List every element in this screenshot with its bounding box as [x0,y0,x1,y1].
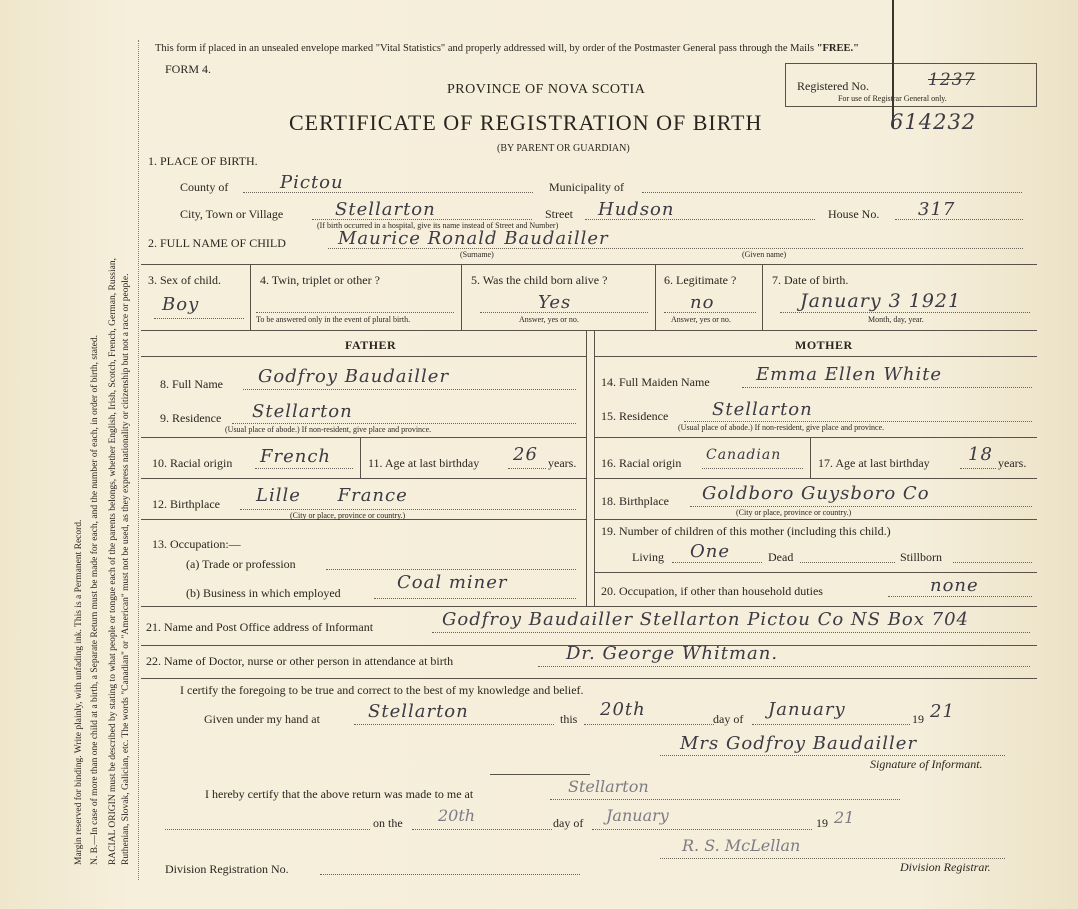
twin-label: 4. Twin, triplet or other ? [260,273,380,287]
hospital-note: (If birth occurred in a hospital, give its name instead of Street and Number) [317,221,559,230]
father-name-label: 8. Full Name [160,377,223,391]
business-value: Coal miner [397,572,508,593]
father-birthplace-value: Lille France [256,485,408,506]
mother-birthplace-value: Goldboro Guysboro Co [702,483,930,504]
stillborn-label: Stillborn [900,550,943,564]
registrar-signature: R. S. McLellan [682,836,801,855]
county-value: Pictou [280,172,344,193]
mother-name-value: Emma Ellen White [756,364,943,385]
father-name-value: Godfroy Baudailler [258,366,450,387]
father-birthplace-note: (City or place, province or country.) [290,511,406,520]
side-note-3: RACIAL ORIGIN must be described by stating to what people or tongue each of the parents belongs, whether English, Irish, Scotch, French, German, Russian, [108,258,118,865]
place-heading: 1. PLACE OF BIRTH. [148,154,258,168]
occupation-label: 13. Occupation:— [152,537,241,551]
father-age-label: 11. Age at last birthday [368,456,480,470]
legitimate-value: no [690,292,715,313]
father-residence-label: 9. Residence [160,411,222,425]
registrar-month: January [606,806,669,825]
father-years: years. [548,456,577,470]
house-label: House No. [828,207,880,221]
side-note-1: Margin reserved for binding. Write plainly, with unfading ink. This is a Permanent Record. [74,519,84,865]
binding-line [138,40,139,880]
living-label: Living [632,550,664,564]
certify-text: I certify the foregoing to be true and correct to the best of my knowledge and belief. [180,683,584,697]
postal-notice: This form if placed in an unsealed envelope marked "Vital Statistics" and properly addressed will, by order of the Postmaster General pass through the Mails "FREE." [155,43,859,54]
sex-value: Boy [162,294,200,315]
city-value: Stellarton [335,199,436,220]
child-name-label: 2. FULL NAME OF CHILD [148,236,286,250]
division-registration-label: Division Registration No. [165,862,289,876]
father-race-label: 10. Racial origin [152,456,233,470]
mother-birthplace-label: 18. Birthplace [601,494,669,508]
twin-note: To be answered only in the event of plural birth. [256,315,411,324]
dob-note: Month, day, year. [868,315,924,324]
registrar-day: 20th [438,806,476,825]
division-registrar-label: Division Registrar. [900,860,991,874]
given-month: January [768,699,846,720]
municipality-label: Municipality of [549,180,624,194]
alive-label: 5. Was the child born alive ? [471,273,608,287]
page-title: CERTIFICATE OF REGISTRATION OF BIRTH [289,110,763,135]
legitimate-note: Answer, yes or no. [671,315,731,324]
county-label: County of [180,180,229,194]
trade-label: (a) Trade or profession [186,557,296,571]
surname-note: (Surname) [460,250,494,259]
given-year-suffix: 21 [930,701,955,722]
city-label: City, Town or Village [180,207,284,221]
registrar-place: Stellarton [568,777,649,796]
doctor-value: Dr. George Whitman. [566,643,779,664]
informant-value: Godfroy Baudailler Stellarton Pictou Co NS Box 704 [442,609,969,630]
mother-birthplace-note: (City or place, province or country.) [736,508,852,517]
given-year-prefix: 19 [912,712,924,726]
legitimate-label: 6. Legitimate ? [664,273,737,287]
day-of-label: day of [713,712,744,726]
mother-residence-value: Stellarton [712,399,813,420]
side-note-2: N. B.—In case of more than one child at a birth, a Separate Return must be made for each, and the number of each, in order of birth, stated. [90,335,100,865]
this-label: this [560,712,578,726]
alive-note: Answer, yes or no. [519,315,579,324]
children-count-label: 19. Number of children of this mother (including this child.) [601,524,891,538]
registered-value: 1237 [928,70,976,90]
father-residence-note: (Usual place of abode.) If non-resident, give place and province. [225,425,432,434]
mother-occupation-label: 20. Occupation, if other than household duties [601,584,823,598]
mother-name-label: 14. Full Maiden Name [601,375,710,389]
signature-label: Signature of Informant. [870,757,983,771]
mother-race-value: Canadian [706,447,782,463]
house-value: 317 [918,199,956,220]
mother-years: years. [998,456,1027,470]
mother-race-label: 16. Racial origin [601,456,682,470]
given-name-note: (Given name) [742,250,787,259]
pen-stroke [892,0,894,128]
registered-label: Registered No. [797,79,869,93]
form-number: FORM 4. [165,62,212,76]
on-the-label: on the [373,816,403,830]
mother-residence-note: (Usual place of abode.) If non-resident, give place and province. [678,423,885,432]
street-value: Hudson [598,199,675,220]
registrar-text: I hereby certify that the above return was made to me at [205,787,474,801]
given-day: 20th [600,699,646,720]
registered-note: For use of Registrar General only. [838,94,947,103]
side-note-4: Ruthenian, Slovak, Galician, etc. The words "Canadian" or "American" must not be used, as they express nationality or citizenship but not a race or people. [121,273,131,865]
subtitle: (BY PARENT OR GUARDIAN) [497,143,630,154]
father-heading: FATHER [345,338,397,352]
street-label: Street [545,207,573,221]
informant-signature: Mrs Godfroy Baudailler [680,733,918,754]
father-race-value: French [260,446,332,467]
doctor-label: 22. Name of Doctor, nurse or other person in attendance at birth [146,654,454,668]
registrar-year-suffix: 21 [834,808,855,827]
informant-label: 21. Name and Post Office address of Informant [146,620,374,634]
business-label: (b) Business in which employed [186,586,341,600]
mother-heading: MOTHER [795,338,853,352]
sex-label: 3. Sex of child. [148,273,221,287]
given-label: Given under my hand at [204,712,320,726]
mother-occupation-value: none [930,575,979,596]
father-birthplace-label: 12. Birthplace [152,497,220,511]
dob-label: 7. Date of birth. [772,273,849,287]
father-age-value: 26 [513,444,538,465]
mother-age-value: 18 [968,444,993,465]
dead-label: Dead [768,550,794,564]
dob-value: January 3 1921 [800,290,962,312]
mother-age-label: 17. Age at last birthday [818,456,930,470]
province-heading: PROVINCE OF NOVA SCOTIA [447,82,646,97]
living-value: One [690,541,731,562]
child-name-value: Maurice Ronald Baudailler [338,228,609,249]
registrar-day-of-label: day of [553,816,584,830]
alive-value: Yes [538,292,572,313]
registrar-year-prefix: 19 [816,816,828,830]
father-residence-value: Stellarton [252,401,353,422]
given-place: Stellarton [368,701,469,722]
mother-residence-label: 15. Residence [601,409,669,423]
cert-number: 614232 [890,110,977,134]
